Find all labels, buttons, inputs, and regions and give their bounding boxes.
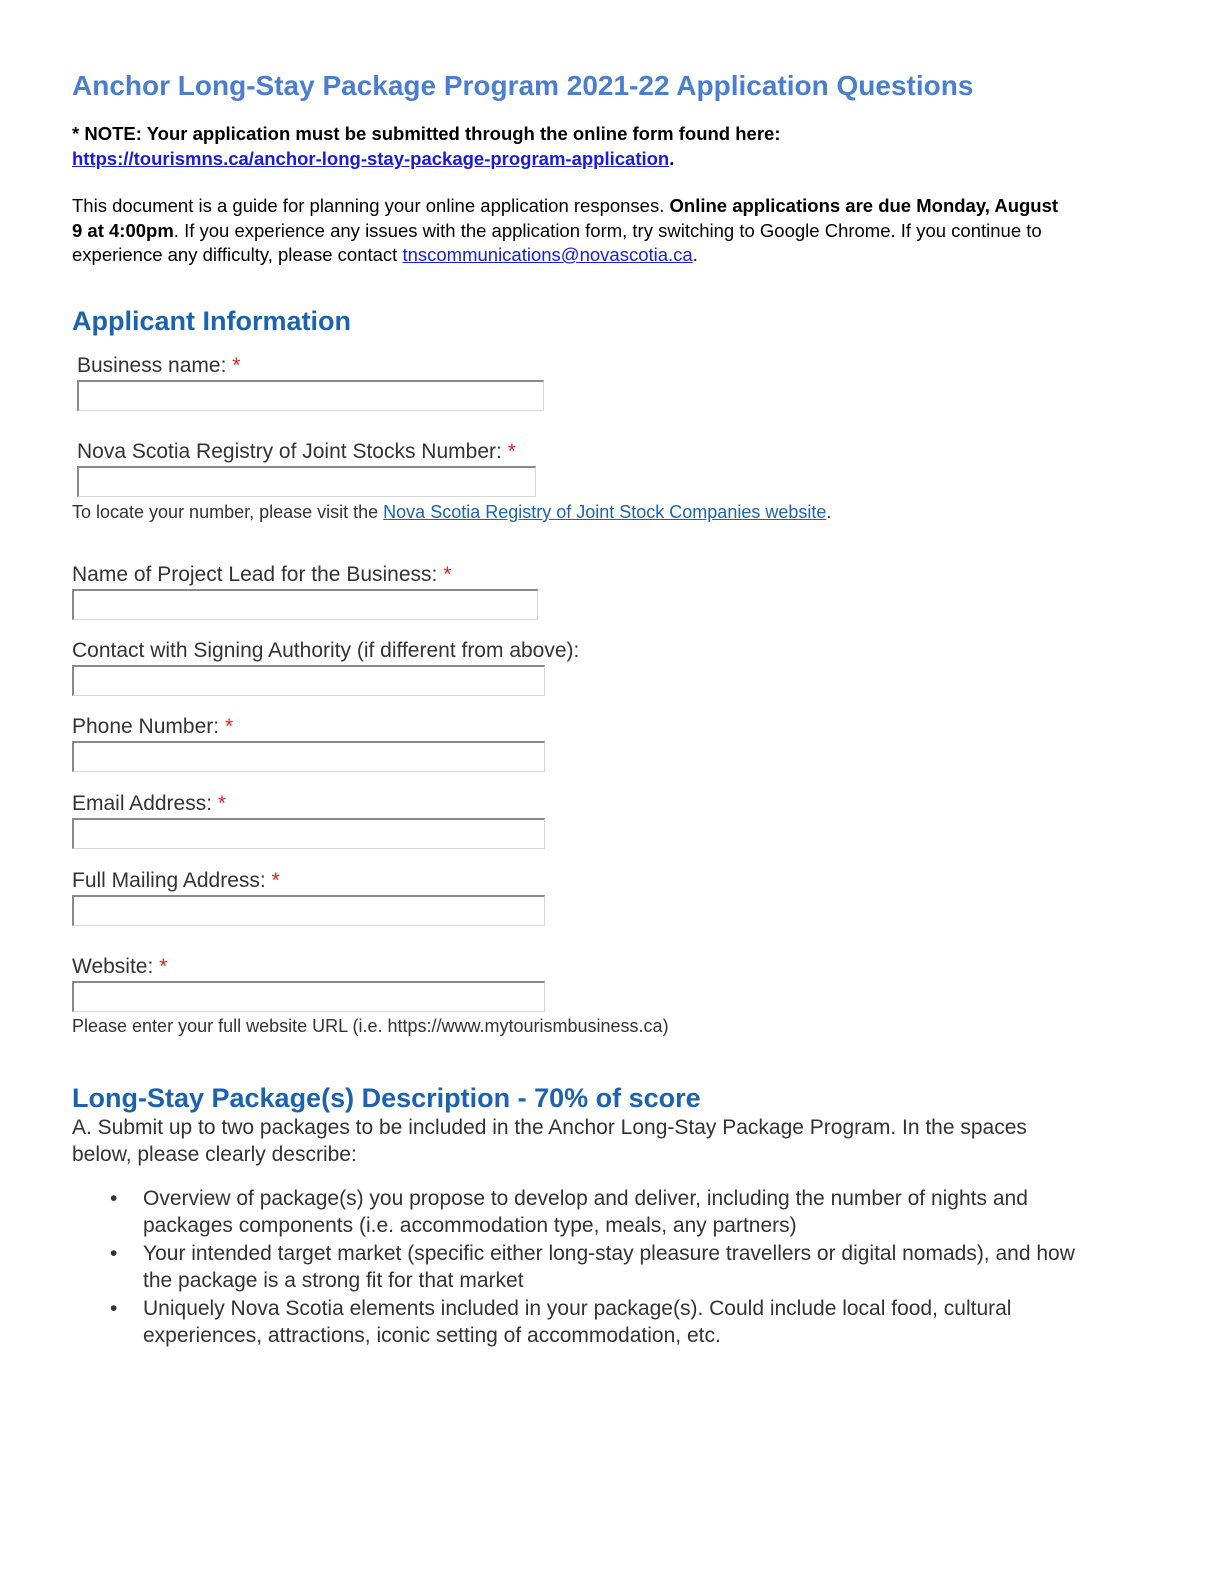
intro-text-2: . If you experience any issues with the application form, try switching to Google Chrome. If you continue to experience any difficulty, please contact [72, 219, 1042, 265]
business-name-field[interactable] [77, 380, 544, 411]
website-field[interactable] [72, 981, 545, 1012]
deadline-text: Online applications are due Monday, August 9 at 4:00pm [72, 195, 1059, 241]
criteria-list [72, 1185, 1082, 1350]
required-marker: * [507, 440, 516, 463]
business-name-label: Business name: * [77, 354, 241, 377]
mailing-address-label: Full Mailing Address: * [72, 869, 280, 892]
list-item: • Your intended target market (specific either long-stay pleasure travellers or digital nomads), and how the package is a strong fit for that market [110, 1242, 1075, 1292]
intro-paragraph [72, 194, 1072, 268]
required-marker: * [443, 563, 452, 586]
project-lead-field[interactable] [72, 589, 538, 620]
submission-note [72, 121, 781, 171]
list-item: • Overview of package(s) you propose to develop and deliver, including the number of nights and packages components (i.e. accommodation type, meals, any partners) [110, 1187, 1028, 1237]
intro-text: This document is a guide for planning your online application responses. [72, 195, 670, 216]
email-field[interactable] [72, 818, 545, 849]
required-marker: * [217, 792, 227, 815]
note-prefix: * [72, 123, 85, 144]
email-label: Email Address: * [72, 792, 227, 815]
package-description-intro: A. Submit up to two packages to be included in the Anchor Long-Stay Package Program. In the spaces below, please clearly describe: [72, 1116, 1027, 1166]
note-suffix: . [669, 148, 675, 169]
registry-number-label: Nova Scotia Registry of Joint Stocks Number: * [77, 440, 516, 463]
required-marker: * [159, 955, 168, 978]
website-help-text: Please enter your full website URL (i.e. https://www.mytourismbusiness.ca) [72, 1016, 669, 1036]
registry-number-field[interactable] [77, 466, 536, 497]
list-item: • Uniquely Nova Scotia elements included in your package(s). Could include local food, cultural experiences, attractions, iconic setting of accommodation, etc. [110, 1297, 1012, 1347]
bullet-icon: • [110, 1297, 118, 1320]
phone-label: Phone Number: * [72, 715, 234, 738]
required-marker: * [271, 869, 280, 892]
note-text: NOTE: Your application must be submitted through the online form found here: [84, 123, 781, 144]
intro-end: . [692, 244, 698, 265]
website-label: Website: * [72, 955, 168, 978]
contact-email-link[interactable]: tnscommunications@novascotia.ca [402, 244, 693, 265]
phone-field[interactable] [72, 741, 545, 772]
application-form-link[interactable]: https://tourismns.ca/anchor-long-stay-package-program-application [72, 148, 670, 169]
package-description-heading: Long-Stay Package(s) Description - 70% of score [72, 1083, 701, 1113]
bullet-icon: • [110, 1242, 118, 1265]
registry-help-text: To locate your number, please visit the Nova Scotia Registry of Joint Stock Companies website. [72, 502, 832, 522]
bullet-icon: • [110, 1187, 118, 1210]
required-marker: * [232, 354, 241, 377]
applicant-information-heading: Applicant Information [72, 306, 351, 336]
signing-authority-label: Contact with Signing Authority (if different from above): [72, 639, 580, 662]
required-marker: * [224, 715, 234, 738]
signing-authority-field[interactable] [72, 665, 545, 696]
page-title: Anchor Long-Stay Package Program 2021-22 Application Questions [72, 70, 974, 101]
registry-website-link[interactable]: Nova Scotia Registry of Joint Stock Companies website [383, 502, 827, 522]
project-lead-label: Name of Project Lead for the Business: * [72, 563, 452, 586]
mailing-address-field[interactable] [72, 895, 545, 926]
